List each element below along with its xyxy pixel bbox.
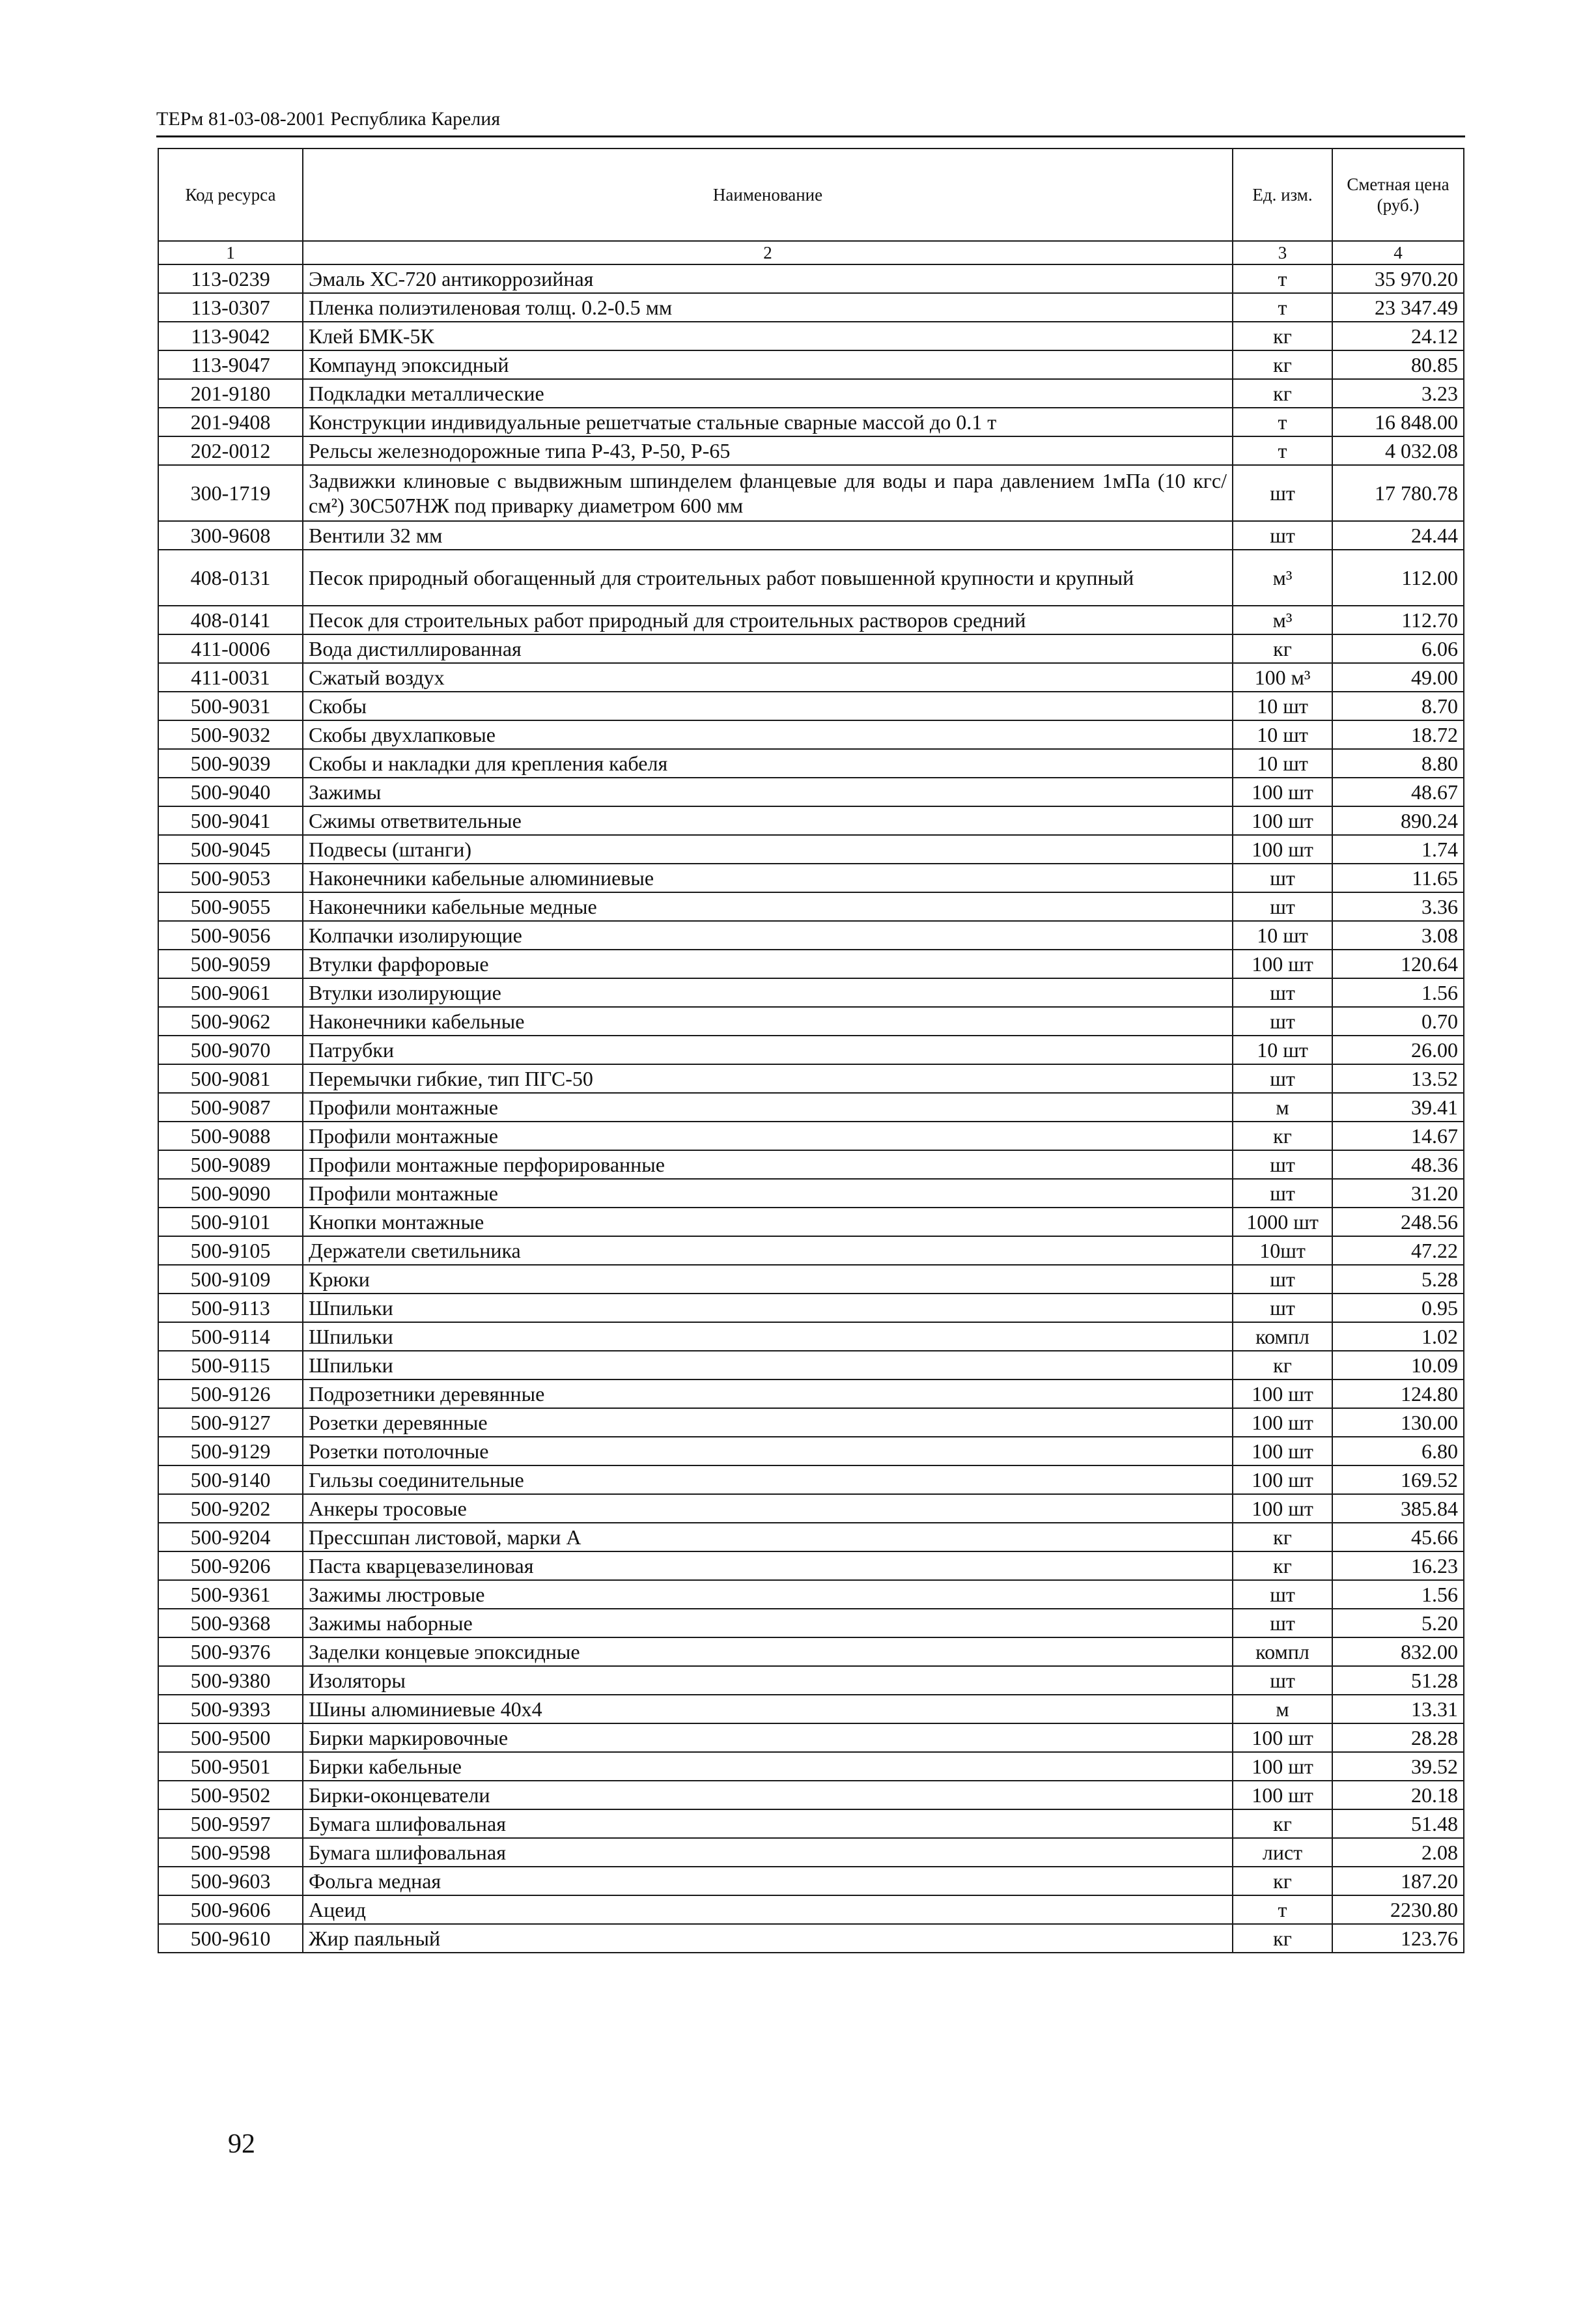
resource-price: 16 848.00	[1332, 408, 1464, 436]
resource-name: Зажимы	[303, 778, 1233, 806]
resource-price: 187.20	[1332, 1867, 1464, 1895]
table-row	[158, 1379, 1464, 1408]
resource-name: Колпачки изолирующие	[303, 921, 1233, 950]
table-row	[158, 1695, 1464, 1723]
resource-price-table	[158, 148, 1464, 1953]
resource-price: 16.23	[1332, 1551, 1464, 1580]
resource-price: 51.48	[1332, 1809, 1464, 1838]
resource-unit: кг	[1233, 1351, 1332, 1379]
resource-price: 2.08	[1332, 1838, 1464, 1867]
resource-unit: т	[1233, 1895, 1332, 1924]
resource-name: Жир паяльный	[303, 1924, 1233, 1953]
resource-code: 500-9059	[158, 950, 303, 978]
resource-name: Профили монтажные перфорированные	[303, 1150, 1233, 1179]
resource-unit: 100 шт	[1233, 778, 1332, 806]
resource-name: Подвесы (штанги)	[303, 835, 1233, 864]
resource-code: 500-9055	[158, 892, 303, 921]
resource-code: 500-9062	[158, 1007, 303, 1036]
resource-name: Перемычки гибкие, тип ПГС-50	[303, 1064, 1233, 1093]
resource-name: Анкеры тросовые	[303, 1494, 1233, 1523]
resource-unit: шт	[1233, 1150, 1332, 1179]
resource-price: 124.80	[1332, 1379, 1464, 1408]
table-row	[158, 1265, 1464, 1294]
resource-price: 13.31	[1332, 1695, 1464, 1723]
resource-name: Пленка полиэтиленовая толщ. 0.2-0.5 мм	[303, 293, 1233, 322]
table-row	[158, 606, 1464, 634]
resource-name: Сжимы ответвительные	[303, 806, 1233, 835]
resource-price: 890.24	[1332, 806, 1464, 835]
table-row	[158, 436, 1464, 465]
resource-unit: шт	[1233, 1064, 1332, 1093]
resource-name: Бирки-оконцеватели	[303, 1781, 1233, 1809]
resource-unit: 1000 шт	[1233, 1208, 1332, 1236]
resource-name: Конструкции индивидуальные решетчатые стальные сварные массой до 0.1 т	[303, 408, 1233, 436]
resource-name: Шины алюминиевые 40х4	[303, 1695, 1233, 1723]
resource-unit: 100 шт	[1233, 1408, 1332, 1437]
resource-price: 17 780.78	[1332, 465, 1464, 521]
resource-unit: лист	[1233, 1838, 1332, 1867]
resource-name: Клей БМК-5К	[303, 322, 1233, 350]
resource-unit: кг	[1233, 1809, 1332, 1838]
table-row	[158, 1322, 1464, 1351]
table-row	[158, 1666, 1464, 1695]
table-row	[158, 978, 1464, 1007]
resource-name: Песок для строительных работ природный для строительных растворов средний	[303, 606, 1233, 634]
resource-code: 500-9606	[158, 1895, 303, 1924]
resource-price: 112.00	[1332, 550, 1464, 606]
resource-name: Ацеид	[303, 1895, 1233, 1924]
table-row	[158, 293, 1464, 322]
resource-name: Скобы и накладки для крепления кабеля	[303, 749, 1233, 778]
table-row	[158, 350, 1464, 379]
resource-price: 1.56	[1332, 1580, 1464, 1609]
resource-price: 80.85	[1332, 350, 1464, 379]
table-row	[158, 720, 1464, 749]
resource-price: 0.95	[1332, 1294, 1464, 1322]
resource-unit: 100 шт	[1233, 1437, 1332, 1465]
resource-unit: шт	[1233, 892, 1332, 921]
table-row	[158, 1408, 1464, 1437]
resource-price: 120.64	[1332, 950, 1464, 978]
resource-name: Скобы двухлапковые	[303, 720, 1233, 749]
resource-code: 500-9109	[158, 1265, 303, 1294]
table-row	[158, 1007, 1464, 1036]
resource-code: 500-9105	[158, 1236, 303, 1265]
resource-code: 113-9047	[158, 350, 303, 379]
resource-price: 2230.80	[1332, 1895, 1464, 1924]
column-number: 4	[1332, 241, 1464, 264]
resource-price: 248.56	[1332, 1208, 1464, 1236]
resource-price: 48.67	[1332, 778, 1464, 806]
resource-name: Эмаль ХС-720 антикоррозийная	[303, 264, 1233, 293]
resource-code: 411-0006	[158, 634, 303, 663]
table-header-row	[158, 149, 1464, 241]
resource-unit: кг	[1233, 1924, 1332, 1953]
table-row	[158, 1465, 1464, 1494]
resource-code: 202-0012	[158, 436, 303, 465]
resource-price: 8.70	[1332, 692, 1464, 720]
resource-price: 1.56	[1332, 978, 1464, 1007]
table-row	[158, 550, 1464, 606]
resource-unit: шт	[1233, 465, 1332, 521]
resource-code: 500-9045	[158, 835, 303, 864]
resource-unit: компл	[1233, 1322, 1332, 1351]
table-row	[158, 1150, 1464, 1179]
resource-unit: т	[1233, 436, 1332, 465]
table-row	[158, 521, 1464, 550]
resource-price: 130.00	[1332, 1408, 1464, 1437]
resource-name: Бумага шлифовальная	[303, 1838, 1233, 1867]
resource-unit: 10шт	[1233, 1236, 1332, 1265]
table-row	[158, 379, 1464, 408]
resource-unit: т	[1233, 264, 1332, 293]
resource-code: 500-9070	[158, 1036, 303, 1064]
table-row	[158, 1437, 1464, 1465]
resource-code: 500-9040	[158, 778, 303, 806]
resource-price: 47.22	[1332, 1236, 1464, 1265]
resource-name: Профили монтажные	[303, 1093, 1233, 1122]
table-row	[158, 1609, 1464, 1637]
header-rule	[156, 135, 1465, 137]
resource-price: 6.80	[1332, 1437, 1464, 1465]
resource-unit: 10 шт	[1233, 921, 1332, 950]
resource-code: 500-9204	[158, 1523, 303, 1551]
resource-name: Подрозетники деревянные	[303, 1379, 1233, 1408]
resource-name: Профили монтажные	[303, 1179, 1233, 1208]
table-row	[158, 892, 1464, 921]
table-row	[158, 1351, 1464, 1379]
resource-unit: шт	[1233, 1609, 1332, 1637]
table-row	[158, 1294, 1464, 1322]
table-row	[158, 634, 1464, 663]
resource-unit: 10 шт	[1233, 749, 1332, 778]
header-name: Наименование	[303, 149, 1233, 241]
resource-code: 500-9031	[158, 692, 303, 720]
resource-name: Гильзы соединительные	[303, 1465, 1233, 1494]
resource-price: 1.74	[1332, 835, 1464, 864]
resource-price: 832.00	[1332, 1637, 1464, 1666]
resource-name: Вода дистиллированная	[303, 634, 1233, 663]
table-row	[158, 1895, 1464, 1924]
table-row	[158, 322, 1464, 350]
resource-unit: кг	[1233, 350, 1332, 379]
resource-price: 11.65	[1332, 864, 1464, 892]
resource-name: Вентили 32 мм	[303, 521, 1233, 550]
resource-unit: компл	[1233, 1637, 1332, 1666]
resource-code: 201-9408	[158, 408, 303, 436]
table-row	[158, 1551, 1464, 1580]
resource-name: Розетки потолочные	[303, 1437, 1233, 1465]
column-number: 2	[303, 241, 1233, 264]
resource-unit: м	[1233, 1695, 1332, 1723]
resource-price: 48.36	[1332, 1150, 1464, 1179]
resource-price: 3.08	[1332, 921, 1464, 950]
resource-code: 300-9608	[158, 521, 303, 550]
resource-code: 500-9368	[158, 1609, 303, 1637]
resource-code: 500-9376	[158, 1637, 303, 1666]
resource-unit: шт	[1233, 864, 1332, 892]
header-price: Сметная цена (руб.)	[1332, 149, 1464, 241]
resource-unit: кг	[1233, 1551, 1332, 1580]
resource-price: 385.84	[1332, 1494, 1464, 1523]
header-code: Код ресурса	[158, 149, 303, 241]
resource-unit: шт	[1233, 1265, 1332, 1294]
resource-unit: шт	[1233, 1179, 1332, 1208]
resource-name: Бирки маркировочные	[303, 1723, 1233, 1752]
resource-unit: шт	[1233, 1666, 1332, 1695]
resource-code: 500-9101	[158, 1208, 303, 1236]
resource-code: 201-9180	[158, 379, 303, 408]
table-row	[158, 835, 1464, 864]
resource-code: 500-9053	[158, 864, 303, 892]
resource-name: Прессшпан листовой, марки А	[303, 1523, 1233, 1551]
table-row	[158, 1867, 1464, 1895]
column-number: 3	[1233, 241, 1332, 264]
resource-price: 112.70	[1332, 606, 1464, 634]
table-row	[158, 806, 1464, 835]
resource-name: Крюки	[303, 1265, 1233, 1294]
resource-code: 500-9603	[158, 1867, 303, 1895]
running-header: ТЕРм 81-03-08-2001 Республика Карелия	[156, 108, 501, 130]
resource-code: 113-0239	[158, 264, 303, 293]
table-row	[158, 950, 1464, 978]
resource-name: Рельсы железнодорожные типа Р-43, Р-50, Р-65	[303, 436, 1233, 465]
resource-code: 500-9598	[158, 1838, 303, 1867]
resource-unit: шт	[1233, 1007, 1332, 1036]
resource-code: 300-1719	[158, 465, 303, 521]
resource-unit: кг	[1233, 1523, 1332, 1551]
table-row	[158, 1523, 1464, 1551]
resource-name: Шпильки	[303, 1351, 1233, 1379]
resource-price: 8.80	[1332, 749, 1464, 778]
resource-price: 3.23	[1332, 379, 1464, 408]
resource-unit: кг	[1233, 634, 1332, 663]
resource-price: 39.41	[1332, 1093, 1464, 1122]
resource-unit: шт	[1233, 1294, 1332, 1322]
table-row	[158, 1236, 1464, 1265]
resource-unit: шт	[1233, 978, 1332, 1007]
table-row	[158, 749, 1464, 778]
resource-unit: 100 шт	[1233, 835, 1332, 864]
resource-code: 500-9114	[158, 1322, 303, 1351]
table-row	[158, 864, 1464, 892]
resource-code: 500-9500	[158, 1723, 303, 1752]
resource-unit: шт	[1233, 521, 1332, 550]
resource-code: 113-9042	[158, 322, 303, 350]
table-row	[158, 1208, 1464, 1236]
resource-name: Изоляторы	[303, 1666, 1233, 1695]
resource-code: 500-9380	[158, 1666, 303, 1695]
resource-name: Песок природный обогащенный для строительных работ повышенной крупности и крупный	[303, 550, 1233, 606]
resource-code: 113-0307	[158, 293, 303, 322]
resource-code: 500-9597	[158, 1809, 303, 1838]
resource-code: 500-9202	[158, 1494, 303, 1523]
resource-code: 500-9056	[158, 921, 303, 950]
table-row	[158, 1637, 1464, 1666]
resource-code: 500-9087	[158, 1093, 303, 1122]
resource-unit: 10 шт	[1233, 1036, 1332, 1064]
resource-price: 14.67	[1332, 1122, 1464, 1150]
resource-code: 411-0031	[158, 663, 303, 692]
table-row	[158, 663, 1464, 692]
resource-price: 45.66	[1332, 1523, 1464, 1551]
table-row	[158, 1179, 1464, 1208]
resource-unit: 100 шт	[1233, 1752, 1332, 1781]
table-row	[158, 1093, 1464, 1122]
resource-price: 169.52	[1332, 1465, 1464, 1494]
resource-unit: кг	[1233, 1867, 1332, 1895]
resource-code: 500-9039	[158, 749, 303, 778]
table-row	[158, 1494, 1464, 1523]
table-row	[158, 1809, 1464, 1838]
resource-name: Бумага шлифовальная	[303, 1809, 1233, 1838]
resource-price: 6.06	[1332, 634, 1464, 663]
column-number-row	[158, 241, 1464, 264]
resource-price: 123.76	[1332, 1924, 1464, 1953]
resource-name: Заделки концевые эпоксидные	[303, 1637, 1233, 1666]
resource-name: Шпильки	[303, 1322, 1233, 1351]
resource-price: 0.70	[1332, 1007, 1464, 1036]
resource-price: 4 032.08	[1332, 436, 1464, 465]
resource-unit: 100 м³	[1233, 663, 1332, 692]
resource-code: 500-9061	[158, 978, 303, 1007]
table-row	[158, 1036, 1464, 1064]
resource-unit: 100 шт	[1233, 1494, 1332, 1523]
resource-code: 500-9115	[158, 1351, 303, 1379]
resource-name: Патрубки	[303, 1036, 1233, 1064]
resource-price: 13.52	[1332, 1064, 1464, 1093]
table-row	[158, 921, 1464, 950]
resource-unit: т	[1233, 408, 1332, 436]
table-row	[158, 1122, 1464, 1150]
resource-code: 500-9140	[158, 1465, 303, 1494]
resource-unit: м³	[1233, 606, 1332, 634]
table-row	[158, 692, 1464, 720]
resource-code: 500-9089	[158, 1150, 303, 1179]
resource-code: 500-9129	[158, 1437, 303, 1465]
page-number: 92	[228, 2129, 255, 2159]
resource-unit: кг	[1233, 379, 1332, 408]
resource-name: Паста кварцевазелиновая	[303, 1551, 1233, 1580]
resource-name: Кнопки монтажные	[303, 1208, 1233, 1236]
resource-price: 39.52	[1332, 1752, 1464, 1781]
resource-price: 1.02	[1332, 1322, 1464, 1351]
resource-name: Держатели светильника	[303, 1236, 1233, 1265]
resource-name: Скобы	[303, 692, 1233, 720]
table-row	[158, 264, 1464, 293]
resource-unit: 100 шт	[1233, 1781, 1332, 1809]
resource-unit: т	[1233, 293, 1332, 322]
resource-unit: 100 шт	[1233, 1465, 1332, 1494]
column-number: 1	[158, 241, 303, 264]
resource-price: 31.20	[1332, 1179, 1464, 1208]
resource-code: 500-9088	[158, 1122, 303, 1150]
resource-code: 500-9090	[158, 1179, 303, 1208]
resource-price: 18.72	[1332, 720, 1464, 749]
resource-code: 500-9393	[158, 1695, 303, 1723]
resource-unit: кг	[1233, 1122, 1332, 1150]
resource-unit: 100 шт	[1233, 806, 1332, 835]
resource-name: Шпильки	[303, 1294, 1233, 1322]
table-row	[158, 1781, 1464, 1809]
resource-price: 28.28	[1332, 1723, 1464, 1752]
resource-name: Бирки кабельные	[303, 1752, 1233, 1781]
table-row	[158, 465, 1464, 521]
table-row	[158, 778, 1464, 806]
resource-code: 408-0131	[158, 550, 303, 606]
resource-name: Розетки деревянные	[303, 1408, 1233, 1437]
resource-code: 500-9126	[158, 1379, 303, 1408]
resource-code: 408-0141	[158, 606, 303, 634]
resource-name: Зажимы люстровые	[303, 1580, 1233, 1609]
resource-price: 51.28	[1332, 1666, 1464, 1695]
resource-unit: шт	[1233, 1580, 1332, 1609]
table-row	[158, 1723, 1464, 1752]
resource-price: 5.20	[1332, 1609, 1464, 1637]
resource-price: 10.09	[1332, 1351, 1464, 1379]
resource-price: 26.00	[1332, 1036, 1464, 1064]
resource-name: Наконечники кабельные алюминиевые	[303, 864, 1233, 892]
resource-name: Компаунд эпоксидный	[303, 350, 1233, 379]
resource-name: Сжатый воздух	[303, 663, 1233, 692]
resource-name: Втулки изолирующие	[303, 978, 1233, 1007]
resource-name: Зажимы наборные	[303, 1609, 1233, 1637]
resource-unit: м³	[1233, 550, 1332, 606]
resource-name: Задвижки клиновые с выдвижным шпинделем фланцевые для воды и пара давлением 1мПа (10 кгс/см²) 30С507НЖ под приварку диаметром 600 мм	[303, 465, 1233, 521]
resource-price: 5.28	[1332, 1265, 1464, 1294]
resource-price: 20.18	[1332, 1781, 1464, 1809]
resource-unit: 100 шт	[1233, 1379, 1332, 1408]
table-row	[158, 408, 1464, 436]
resource-unit: 10 шт	[1233, 692, 1332, 720]
resource-price: 23 347.49	[1332, 293, 1464, 322]
resource-code: 500-9032	[158, 720, 303, 749]
table-row	[158, 1064, 1464, 1093]
resource-code: 500-9081	[158, 1064, 303, 1093]
resource-name: Подкладки металлические	[303, 379, 1233, 408]
header-unit: Ед. изм.	[1233, 149, 1332, 241]
resource-code: 500-9113	[158, 1294, 303, 1322]
table-row	[158, 1752, 1464, 1781]
resource-unit: 10 шт	[1233, 720, 1332, 749]
resource-unit: 100 шт	[1233, 950, 1332, 978]
resource-code: 500-9206	[158, 1551, 303, 1580]
resource-code: 500-9610	[158, 1924, 303, 1953]
resource-unit: м	[1233, 1093, 1332, 1122]
resource-name: Профили монтажные	[303, 1122, 1233, 1150]
table-row	[158, 1924, 1464, 1953]
resource-unit: 100 шт	[1233, 1723, 1332, 1752]
resource-price: 3.36	[1332, 892, 1464, 921]
resource-price: 24.12	[1332, 322, 1464, 350]
resource-code: 500-9501	[158, 1752, 303, 1781]
resource-name: Втулки фарфоровые	[303, 950, 1233, 978]
resource-price: 35 970.20	[1332, 264, 1464, 293]
resource-code: 500-9502	[158, 1781, 303, 1809]
resource-price: 24.44	[1332, 521, 1464, 550]
resource-name: Фольга медная	[303, 1867, 1233, 1895]
resource-name: Наконечники кабельные	[303, 1007, 1233, 1036]
resource-code: 500-9127	[158, 1408, 303, 1437]
resource-code: 500-9361	[158, 1580, 303, 1609]
table-row	[158, 1838, 1464, 1867]
resource-name: Наконечники кабельные медные	[303, 892, 1233, 921]
resource-price: 49.00	[1332, 663, 1464, 692]
table-row	[158, 1580, 1464, 1609]
resource-code: 500-9041	[158, 806, 303, 835]
resource-unit: кг	[1233, 322, 1332, 350]
